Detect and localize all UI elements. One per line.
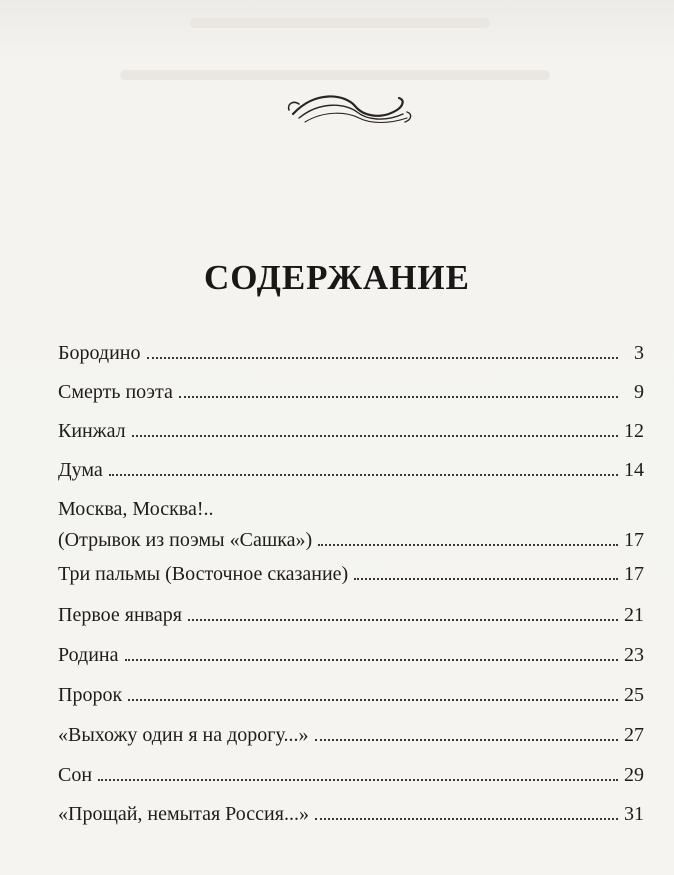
dot-leader (315, 738, 619, 741)
toc-entry-page: 3 (634, 342, 644, 364)
toc-entry (58, 497, 644, 552)
toc-entry-page: 12 (624, 420, 644, 442)
toc-entry-title: Родина (58, 644, 119, 666)
toc-entry-title: Дума (58, 459, 103, 481)
toc-entry-title: Сон (58, 764, 93, 786)
toc-entry-title: Пророк (58, 684, 123, 706)
dot-leader (98, 778, 618, 781)
dot-leader (128, 698, 618, 701)
toc-entry-page: 27 (624, 724, 644, 746)
toc-entry (58, 643, 644, 667)
toc-entry (58, 341, 644, 365)
toc-entry (58, 419, 644, 443)
dot-leader (354, 577, 618, 580)
toc-entry-page: 31 (624, 803, 644, 825)
toc-entry-title-line1: Москва, Москва!.. (58, 498, 214, 520)
dot-leader (109, 473, 618, 476)
toc-entry (58, 683, 644, 707)
toc-entry-title: Бородино (58, 342, 141, 364)
dot-leader (179, 395, 618, 398)
toc-entry-title: (Отрывок из поэмы «Сашка») (58, 529, 313, 551)
toc-entry (58, 763, 644, 787)
show-through-text (120, 70, 550, 80)
flourish-ornament-icon (285, 84, 415, 132)
dot-leader (188, 618, 618, 621)
toc-entry-title: Кинжал (58, 420, 126, 442)
toc-entry-page: 29 (624, 764, 644, 786)
toc-entry (58, 562, 644, 586)
toc-entry-page: 17 (624, 529, 644, 551)
toc-entry-page: 9 (634, 381, 644, 403)
toc-entry (58, 603, 644, 627)
toc-entry (58, 458, 644, 482)
show-through-text (190, 18, 490, 28)
toc-entry (58, 380, 644, 404)
toc-entry-title: «Выхожу один я на дорогу...» (58, 724, 309, 746)
toc-entry-page: 14 (624, 459, 644, 481)
toc-entry (58, 723, 644, 747)
toc-entry-page: 17 (624, 563, 644, 585)
toc-entry-page: 25 (624, 684, 644, 706)
dot-leader (315, 817, 618, 820)
toc-entry-title: Смерть поэта (58, 381, 173, 403)
dot-leader (125, 658, 618, 661)
toc-entry-title: «Прощай, немытая Россия...» (58, 803, 309, 825)
dot-leader (132, 434, 618, 437)
toc-entry-title: Три пальмы (Восточное сказание) (58, 563, 349, 585)
dot-leader (147, 356, 619, 359)
toc-entry-page: 23 (624, 644, 644, 666)
page-title: СОДЕРЖАНИЕ (203, 258, 470, 297)
toc-entry-page: 21 (624, 604, 644, 626)
toc-entry-title: Первое января (58, 604, 182, 626)
dot-leader (318, 543, 618, 546)
toc-entry (58, 802, 644, 826)
